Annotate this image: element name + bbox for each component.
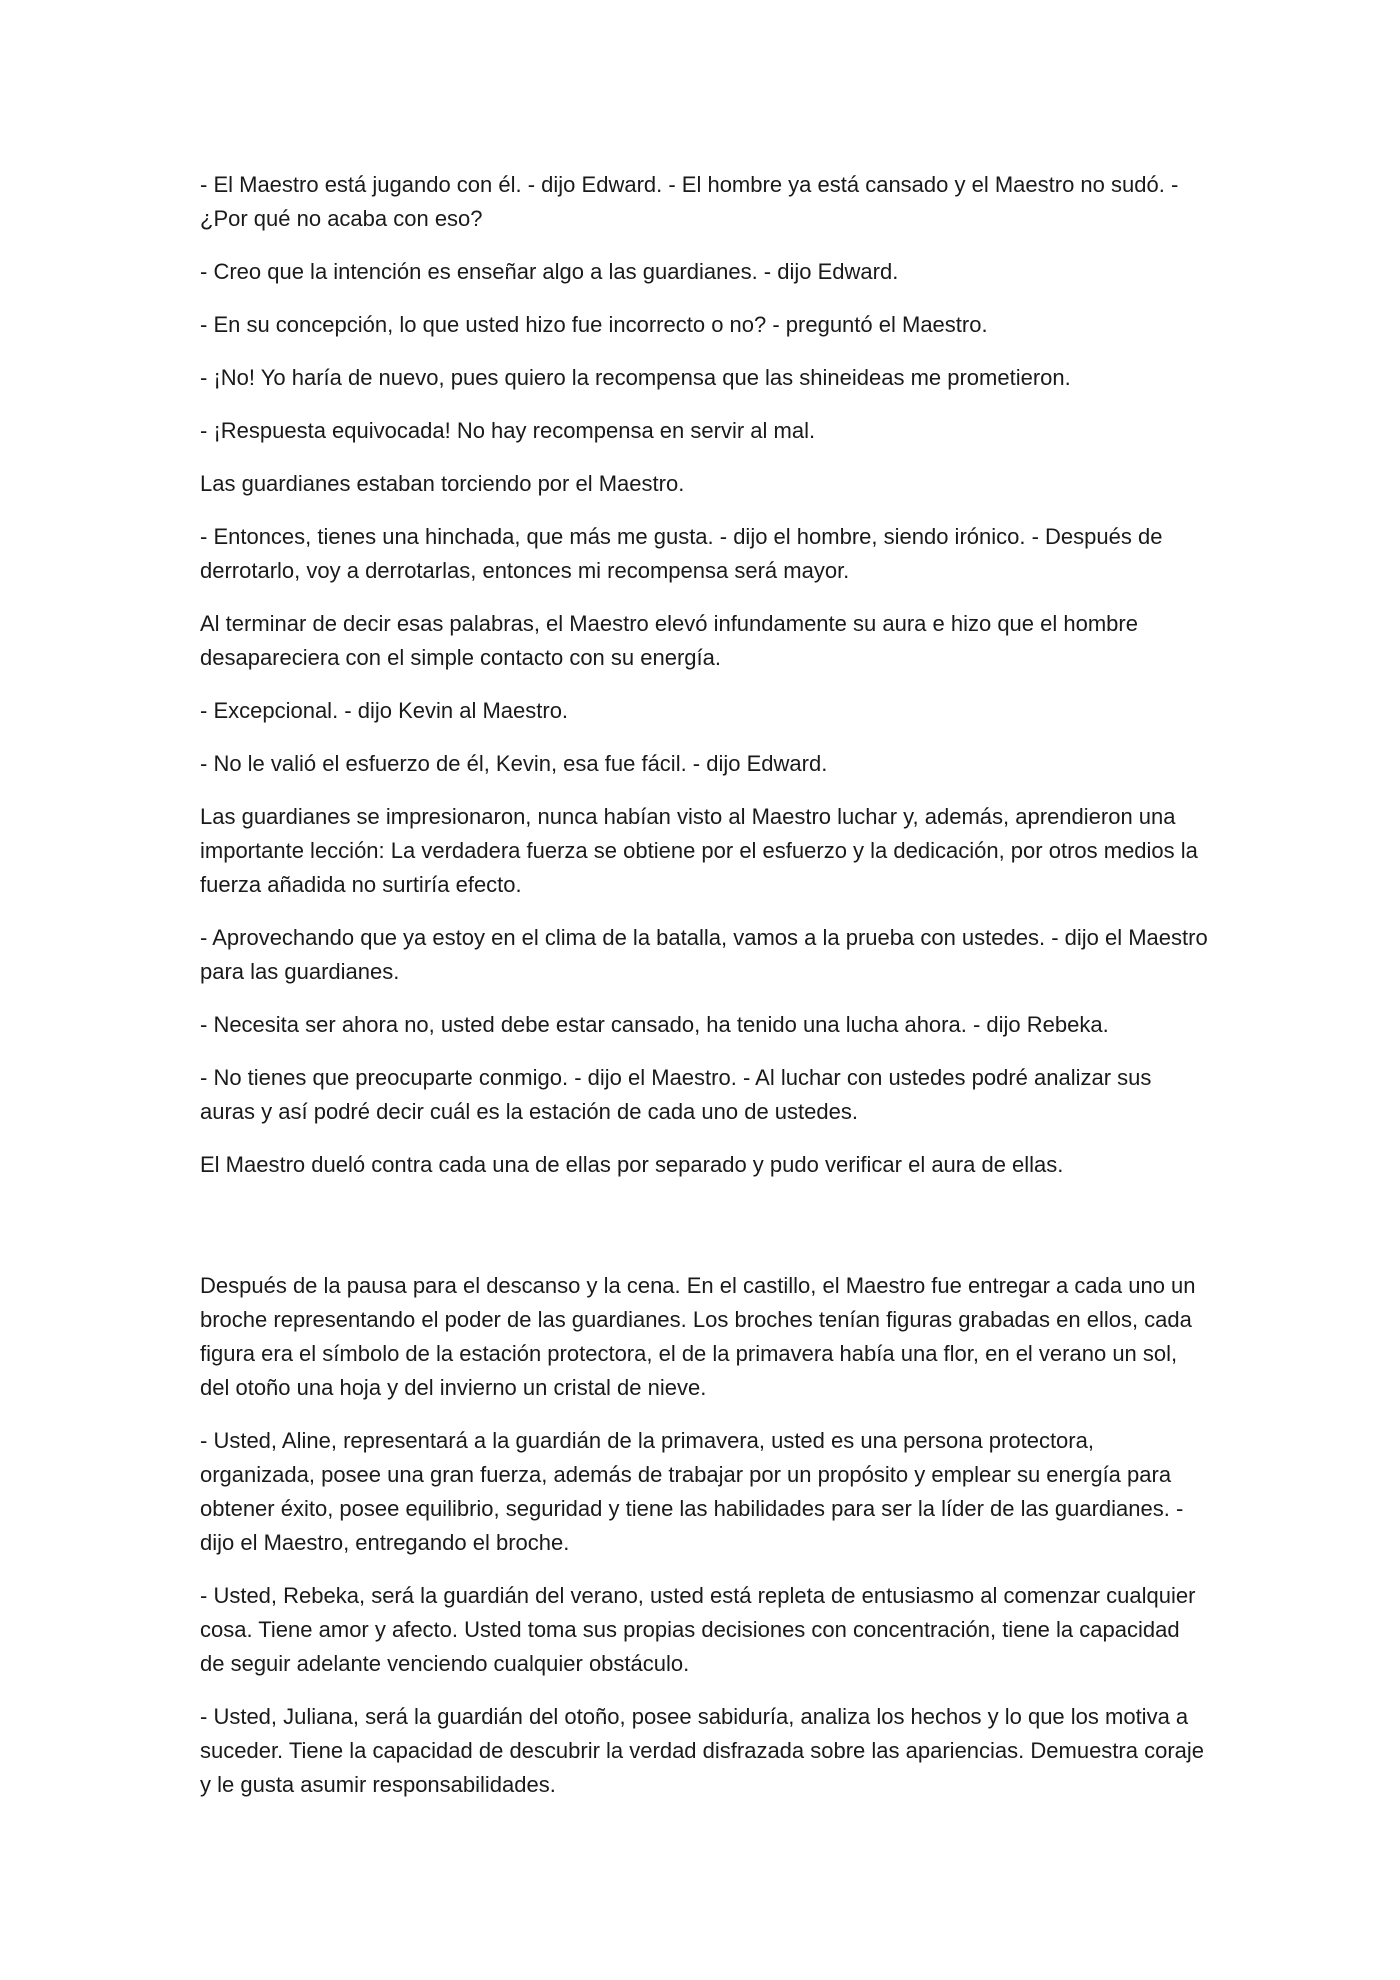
paragraph: - Usted, Juliana, será la guardián del otoño, posee sabiduría, analiza los hechos y lo que los motiva a suceder. Tiene la capacidad de descubrir la verdad disfrazada sobre las apariencias. Demuestra coraje y le gusta asumir responsabilidades.: [200, 1704, 1205, 1797]
paragraph: - El Maestro está jugando con él. - dijo Edward. - El hombre ya está cansado y el Maestro no sudó. - ¿Por qué no acaba con eso?: [200, 172, 1179, 231]
section-break: [200, 1201, 1210, 1269]
paragraph: - En su concepción, lo que usted hizo fue incorrecto o no? - preguntó el Maestro.: [200, 312, 988, 337]
paragraph: - Creo que la intención es enseñar algo a las guardianes. - dijo Edward.: [200, 259, 899, 284]
paragraph: - No le valió el esfuerzo de él, Kevin, esa fue fácil. - dijo Edward.: [200, 751, 828, 776]
paragraph: - Usted, Aline, representará a la guardián de la primavera, usted es una persona protectora, organizada, posee una gran fuerza, además de trabajar por un propósito y emplear su energía para obtener éxito, posee equilibrio, seguridad y tiene las habilidades para ser la líder de las guardianes. - dijo el Maestro, entregando el broche.: [200, 1428, 1184, 1555]
paragraph: El Maestro dueló contra cada una de ellas por separado y pudo verificar el aura de ellas.: [200, 1152, 1064, 1177]
document-page: [200, 168, 1210, 1821]
paragraph: - Entonces, tienes una hinchada, que más me gusta. - dijo el hombre, siendo irónico. - Después de derrotarlo, voy a derrotarlas, entonces mi recompensa será mayor.: [200, 524, 1163, 583]
paragraph: Las guardianes estaban torciendo por el Maestro.: [200, 471, 685, 496]
paragraph: Después de la pausa para el descanso y la cena. En el castillo, el Maestro fue entregar a cada uno un broche representando el poder de las guardianes. Los broches tenían figuras grabadas en ellos, cada figura era el símbolo de la estación protectora, el de la primavera había una flor, en el verano un sol, del otoño una hoja y del invierno un cristal de nieve.: [200, 1273, 1196, 1400]
paragraph: - ¡Respuesta equivocada! No hay recompensa en servir al mal.: [200, 418, 816, 443]
paragraph: - No tienes que preocuparte conmigo. - dijo el Maestro. - Al luchar con ustedes podré analizar sus auras y así podré decir cuál es la estación de cada uno de ustedes.: [200, 1065, 1152, 1124]
paragraph: - Aprovechando que ya estoy en el clima de la batalla, vamos a la prueba con ustedes. - dijo el Maestro para las guardianes.: [200, 925, 1208, 984]
paragraph: Al terminar de decir esas palabras, el Maestro elevó infundamente su aura e hizo que el hombre desapareciera con el simple contacto con su energía.: [200, 611, 1138, 670]
paragraph: - Necesita ser ahora no, usted debe estar cansado, ha tenido una lucha ahora. - dijo Rebeka.: [200, 1012, 1109, 1037]
paragraph: - Excepcional. - dijo Kevin al Maestro.: [200, 698, 569, 723]
paragraph: - ¡No! Yo haría de nuevo, pues quiero la recompensa que las shineideas me prometieron.: [200, 365, 1071, 390]
paragraph: - Usted, Rebeka, será la guardián del verano, usted está repleta de entusiasmo al comenzar cualquier cosa. Tiene amor y afecto. Usted toma sus propias decisiones con concentración, tiene la capacidad de seguir adelante venciendo cualquier obstáculo.: [200, 1583, 1196, 1676]
paragraph: Las guardianes se impresionaron, nunca habían visto al Maestro luchar y, además, aprendieron una importante lección: La verdadera fuerza se obtiene por el esfuerzo y la dedicación, por otros medios la fuerza añadida no surtiría efecto.: [200, 804, 1198, 897]
